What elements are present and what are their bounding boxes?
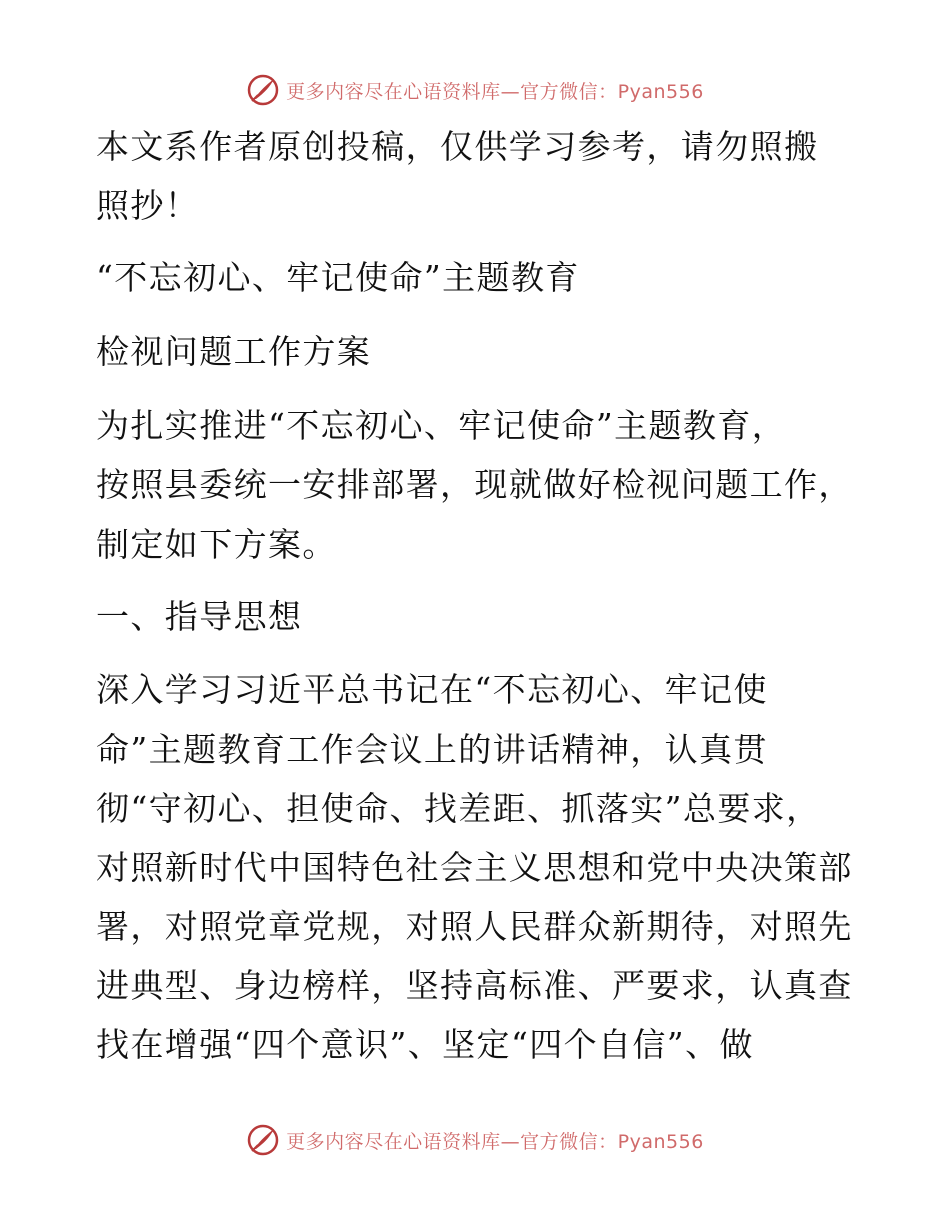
body-line: 对照新时代中国特色社会主义思想和党中央决策部: [96, 848, 853, 887]
body-line: 署，对照党章党规，对照人民群众新期待，对照先: [96, 907, 853, 946]
document-title-line-1: “不忘初心、牢记使命”主题教育: [96, 258, 580, 297]
section-heading: 一、指导思想: [96, 597, 303, 636]
body-line: 命”主题教育工作会议上的讲话精神，认真贯: [96, 730, 768, 769]
header-watermark: [0, 70, 950, 110]
body-line: 彻“守初心、担使命、找差距、抓落实”总要求，: [96, 789, 821, 828]
body-line: 深入学习习近平总书记在“不忘初心、牢记使: [96, 670, 768, 709]
body-line: 进典型、身边榜样，坚持高标准、严要求，认真查: [96, 966, 853, 1005]
body-line: 找在增强“四个意识”、坚定“四个自信”、做: [96, 1025, 754, 1064]
watermark-text: 更多内容尽在心语资料库—官方微信：Pyan556: [286, 1130, 704, 1153]
body-line: 为扎实推进“不忘初心、牢记使命”主题教育，: [96, 406, 787, 445]
footer-watermark: [0, 1120, 950, 1160]
feather-pen-logo: [246, 73, 280, 107]
feather-pen-logo: [246, 1123, 280, 1157]
body-line: 按照县委统一安排部署，现就做好检视问题工作，: [96, 465, 853, 504]
body-line: 本文系作者原创投稿，仅供学习参考，请勿照搬: [96, 127, 819, 166]
watermark-text: 更多内容尽在心语资料库—官方微信：Pyan556: [286, 80, 704, 103]
body-line: 照抄！: [96, 186, 200, 225]
body-line: 制定如下方案。: [96, 525, 337, 564]
document-title-line-2: 检视问题工作方案: [96, 332, 372, 371]
